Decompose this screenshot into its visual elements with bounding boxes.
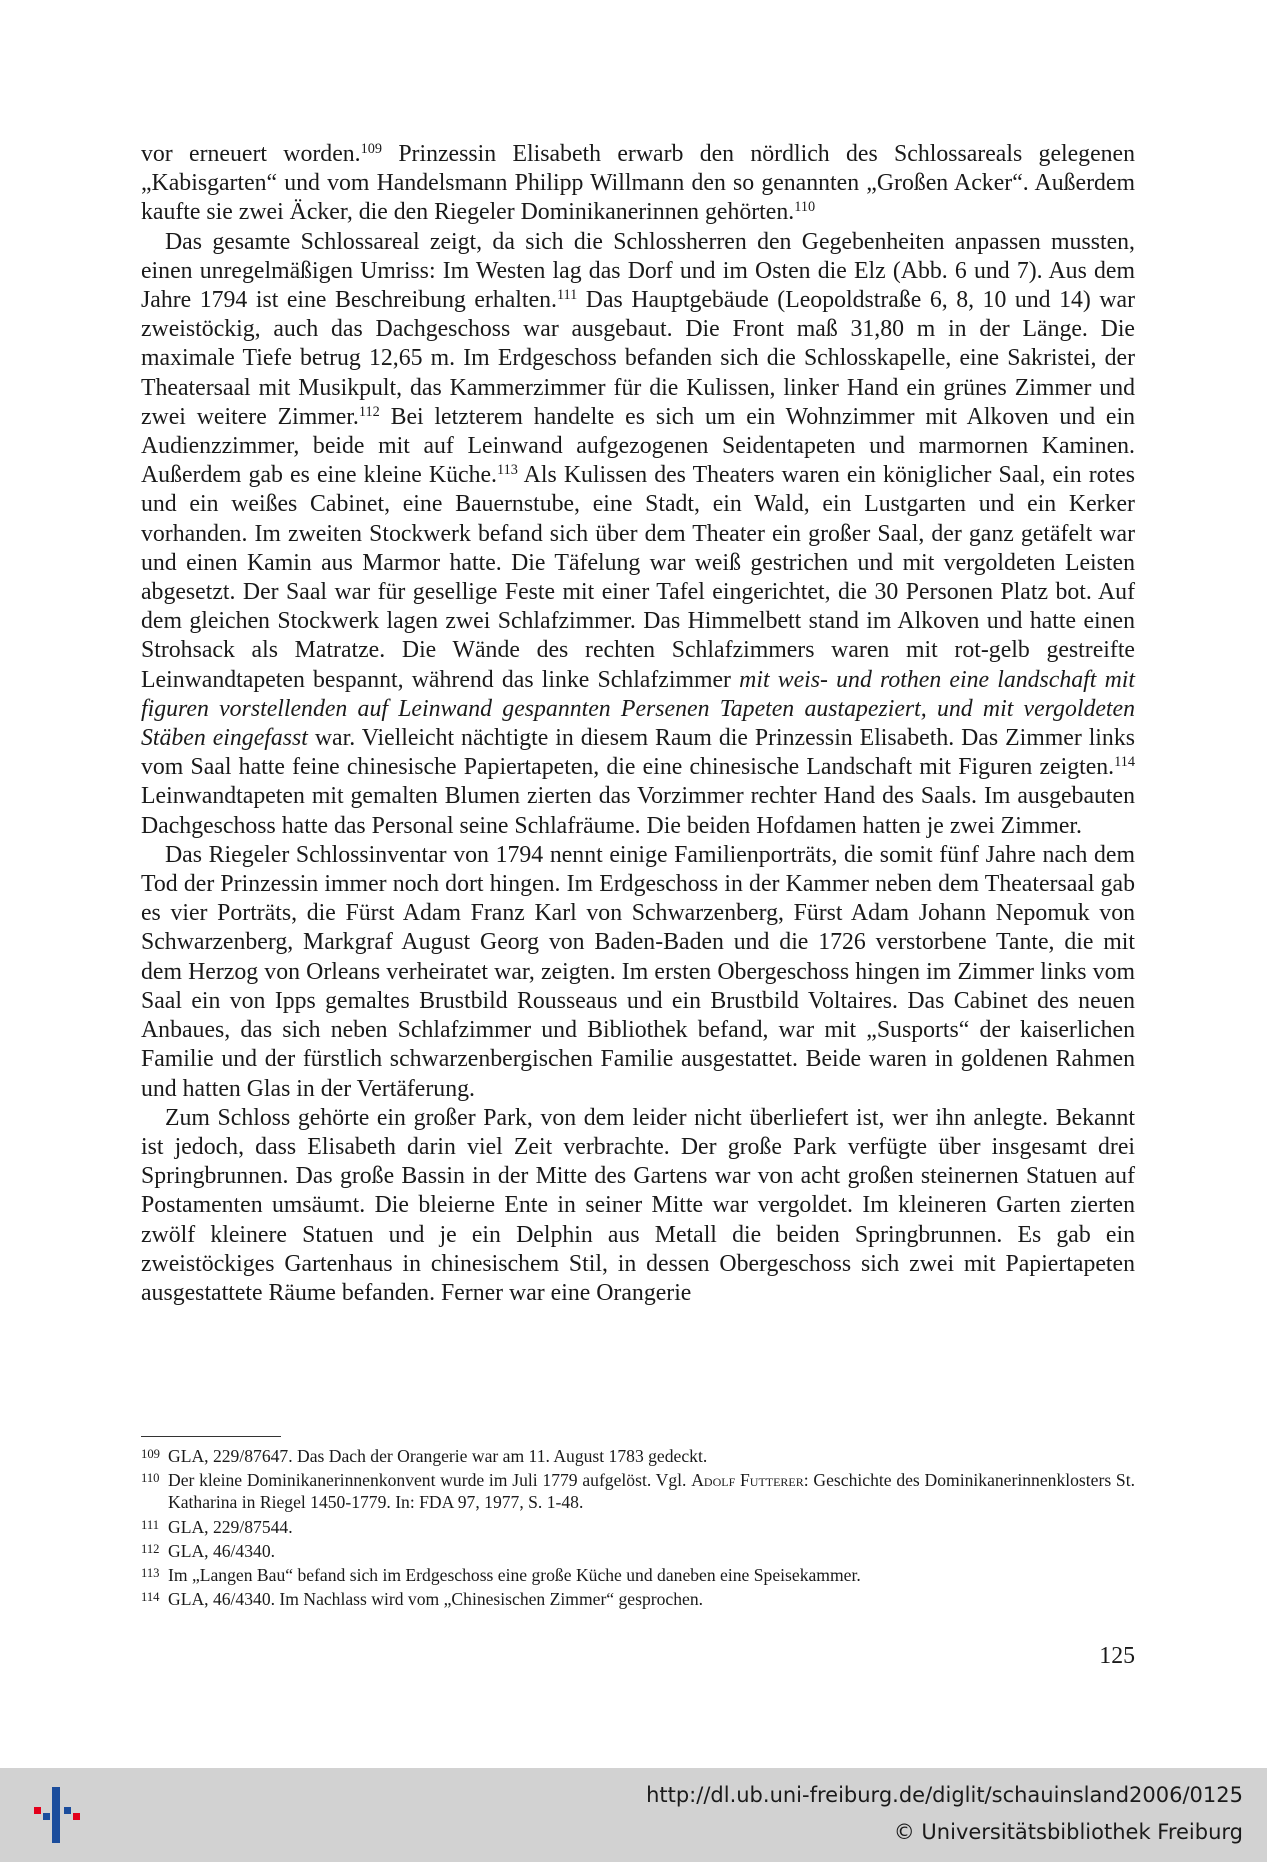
footnote-divider	[141, 1436, 281, 1437]
copyright-notice: © Universitätsbibliothek Freiburg	[893, 1820, 1243, 1844]
footnote-109: 109 GLA, 229/87647. Das Dach der Orangerie war am 11. August 1783 gedeckt.	[141, 1443, 1135, 1467]
footnote-114: 114 GLA, 46/4340. Im Nachlass wird vom „Chinesischen Zimmer“ gesprochen.	[141, 1586, 1135, 1610]
body-text	[141, 140, 1135, 1308]
footnote-113: 113 Im „Langen Bau“ befand sich im Erdgeschoss eine große Küche und daneben eine Speisekammer.	[141, 1562, 1135, 1586]
logo-right-inner-square	[64, 1807, 71, 1814]
footnote-ref-114[interactable]: 114	[1114, 754, 1135, 771]
footnote-112: 112 GLA, 46/4340.	[141, 1538, 1135, 1562]
paragraph-4: Zum Schloss gehörte ein großer Park, von dem leider nicht überliefert ist, wer ihn anlegte. Bekannt ist jedoch, dass Elisabeth darin viel Zeit verbrachte. Der große Park verfügte über insgesamt drei Springbrunnen. Das große Bassin in der Mitte des Gartens war von acht großen steinernen Statuen auf Postamenten umsäumt. Die bleierne Ente in seiner Mitte war vergoldet. Im kleineren Garten zierten zwölf kleinere Statuen und je ein Delphin aus Metall die beiden Springbrunnen. Es gab ein zweistöckiges Gartenhaus in chinesischem Stil, in dessen Obergeschoss sich zwei mit Papiertapeten ausgestattete Räume befanden. Ferner war eine Orangerie	[141, 1104, 1135, 1306]
footnote-number: 109	[141, 1447, 160, 1461]
footnote-number: 112	[141, 1542, 160, 1557]
footnote-110: 110 Der kleine Dominikanerinnenkonvent wurde im Juli 1779 aufgelöst. Vgl. Adolf Futterer: Geschichte des Dominikanerinnenklosters St. Katharina in Riegel 1450-1779. In: FDA 97, 1977, S. 1-48.	[141, 1467, 1135, 1514]
footnote-ref-113[interactable]: 113	[496, 462, 518, 479]
logo-right-square	[73, 1813, 80, 1820]
quoted-inventory-text: mit weis- und rothen eine landschaft mit figuren vorstellenden auf Leinwand gespannten Persenen Tapeten austapeziert, und mit vergoldeten Stäben eingefasst	[141, 666, 1135, 752]
footnote-number: 114	[141, 1590, 160, 1605]
ub-freiburg-logo-icon[interactable]	[34, 1787, 80, 1843]
paragraph-1: vor erneuert worden.$^{109}$ Prinzessin Elisabeth erwarb den nördlich des Schlossareals gelegenen „Kabisgarten“ und vom Handelsmann Philipp Willmann den so genannten „Großen Acker“. Außerdem kaufte sie zwei Äcker, die den Riegeler Dominikanerinnen gehörten.$^{110}$	[141, 141, 1135, 226]
page-number: 125	[1099, 1643, 1135, 1669]
logo-left-inner-square	[43, 1813, 50, 1820]
footnote-number: 111	[141, 1517, 160, 1532]
author-name: Adolf Futterer	[691, 1470, 804, 1490]
logo-graphic	[34, 1787, 80, 1843]
footnote-ref-110[interactable]: 110	[794, 199, 816, 216]
footnote-ref-109[interactable]: 109	[360, 141, 383, 158]
document-url-link[interactable]: http://dl.ub.uni-freiburg.de/diglit/schauinsland2006/0125	[646, 1783, 1243, 1807]
footnotes	[141, 1443, 1135, 1611]
footnote-111: 111 GLA, 229/87544.	[141, 1514, 1135, 1538]
footnote-ref-112[interactable]: 112	[358, 403, 380, 420]
paragraph-2: Das gesamte Schlossareal zeigt, da sich die Schlossherren den Gegebenheiten anpassen mussten, einen unregelmäßigen Umriss: Im Westen lag das Dorf und im Osten die Elz (Abb. 6 und 7). Aus dem Jahre 1794 ist eine Beschreibung erhalten.$^{111}$ Das Hauptgebäude (Leopoldstraße 6, 8, 10 und 14) war zweistöckig, auch das Dachgeschoss war ausgebaut. Die Front maß 31,80 m in der Länge. Die maximale Tiefe betrug 12,65 m. Im Erdgeschoss befanden sich die Schlosskapelle, eine Sakristei, der Theatersaal mit Musikpult, das Kammerzimmer für die Kulissen, linker Hand ein grünes Zimmer und zwei weitere Zimmer.$^{112}$ Bei letzterem handelte es sich um ein Wohnzimmer mit Alkoven und ein Audienzzimmer, beide mit auf Leinwand aufgezogenen Seidentapeten und marmornen Kaminen. Außerdem gab es eine kleine Küche.$^{113}$ Als Kulissen des Theaters waren ein königlicher Saal, ein rotes und ein weißes Cabinet, eine Bauernstube, eine Stadt, ein Wald, ein Lustgarten und ein Kerker vorhanden. Im zweiten Stockwerk befand sich über dem Theater ein großer Saal, der ganz getäfelt war und einen Kamin aus Marmor hatte. Die Täfelung war weiß gestrichen und mit vergoldeten Leisten abgesetzt. Der Saal war für gesellige Feste mit einer Tafel eingerichtet, die 30 Personen Platz bot. Auf dem gleichen Stockwerk lagen zwei Schlafzimmer. Das Himmelbett stand im Alkoven und hatte einen Strohsack als Matratze. Die Wände des rechten Schlafzimmers waren mit rot-gelb gestreifte Leinwandtapeten bespannt, während das linke Schlafzimmer mit weis- und rothen eine landschaft mit figuren vorstellenden auf Leinwand gespannten Persenen Tapeten austapeziert, und mit vergoldeten Stäben eingefasst war. Vielleicht nächtigte in diesem Raum die Prinzessin Elisabeth. Das Zimmer links vom Saal hatte feine chinesische Papiertapeten, die eine chinesische Landschaft mit Figuren zeigten.$^{114}$ Leinwandtapeten mit gemalten Blumen zierten das Vorzimmer rechter Hand des Saals. Im ausgebauten Dachgeschoss hatte das Personal seine Schlafräume. Die beiden Hofdamen hatten je zwei Zimmer.	[141, 228, 1135, 839]
footer-bar	[0, 1768, 1267, 1862]
paragraph-3: Das Riegeler Schlossinventar von 1794 nennt einige Familienporträts, die somit fünf Jahre nach dem Tod der Prinzessin immer noch dort hingen. Im Erdgeschoss in der Kammer neben dem Theatersaal gab es vier Porträts, die Fürst Adam Franz Karl von Schwarzenberg, Fürst Adam Johann Nepomuk von Schwarzenberg, Markgraf August Georg von Baden-Baden und die 1726 verstorbene Tante, die mit dem Herzog von Orleans verheiratet war, zeigten. Im ersten Obergeschoss hingen im Zimmer links vom Saal ein von Ipps gemaltes Brustbild Rousseaus und ein Brustbild Voltaires. Das Cabinet des neuen Anbaues, das sich neben Schlafzimmer und Bibliothek befand, war mit „Susports“ der kaiserlichen Familie und der fürstlich schwarzenbergischen Familie ausgestattet. Beide waren in goldenen Rahmen und hatten Glas in der Vertäferung.	[141, 841, 1135, 1102]
footnote-number: 113	[141, 1566, 160, 1581]
footnote-ref-111[interactable]: 111	[556, 287, 578, 304]
logo-center-bar	[52, 1787, 60, 1843]
footnote-number: 110	[141, 1471, 160, 1486]
logo-left-square	[34, 1807, 41, 1814]
